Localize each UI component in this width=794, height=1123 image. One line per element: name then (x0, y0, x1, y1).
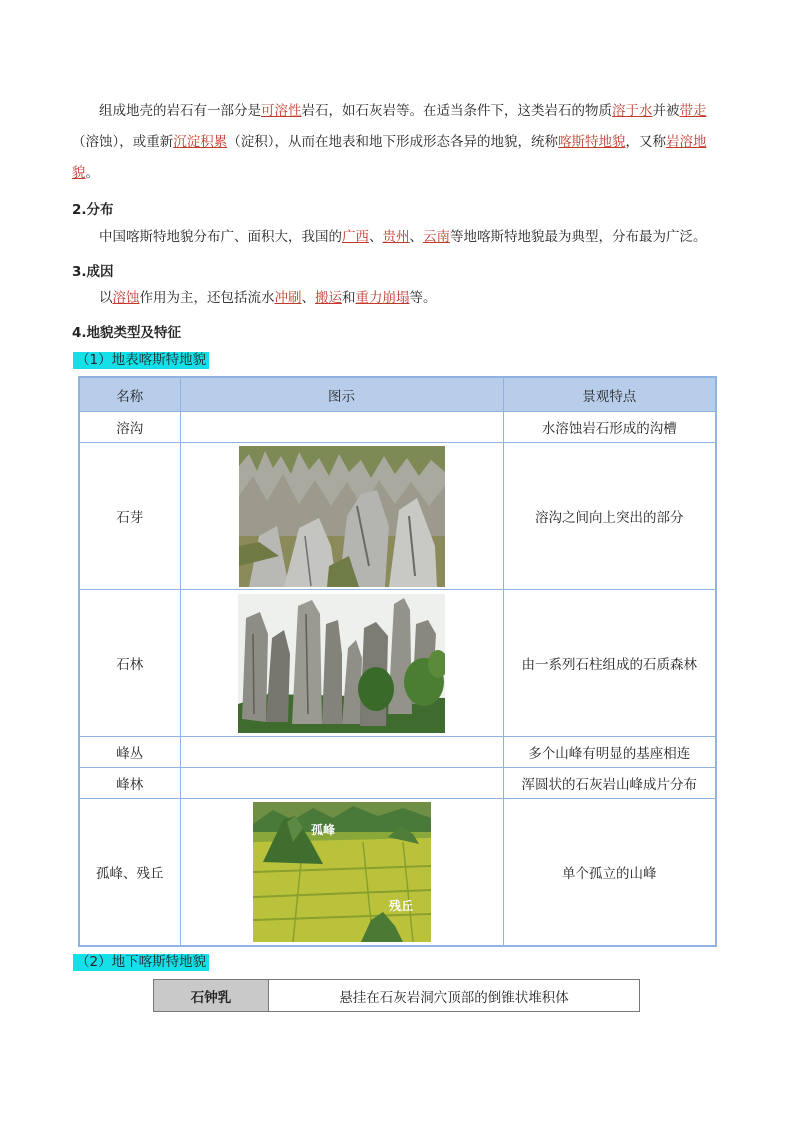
row-name: 峰丛 (79, 737, 180, 768)
text-segment: 、 (409, 229, 423, 245)
row-feature: 多个山峰有明显的基座相连 (503, 737, 716, 768)
row-illustration (180, 590, 503, 737)
row-illustration (180, 799, 503, 946)
row-name: 峰林 (79, 768, 180, 799)
row-name: 石芽 (79, 443, 180, 590)
highlighted-term: 冲刷 (274, 290, 302, 306)
highlighted-term: 搬运 (315, 290, 342, 306)
row-feature: 溶沟之间向上突出的部分 (503, 443, 716, 590)
row-feature: 水溶蚀岩石形成的沟槽 (503, 412, 716, 443)
surface-karst-table (78, 376, 717, 947)
highlighted-term: 沉淀积累 (173, 134, 228, 150)
row-name: 石钟乳 (154, 980, 269, 1012)
text-segment: 作用为主，还包括流水 (139, 290, 275, 306)
surface-karst-tag: （1）地表喀斯特地貌 (73, 352, 209, 369)
intro-paragraph (72, 96, 722, 189)
row-name: 孤峰、残丘 (79, 799, 180, 946)
highlighted-term: 喀斯特地貌 (558, 134, 626, 150)
table-row (79, 443, 716, 590)
table-header-row (79, 377, 716, 412)
section-heading-cause: 3.成因 (72, 264, 114, 280)
underground-karst-tag: （2）地下喀斯特地貌 (73, 954, 209, 971)
row-illustration (180, 737, 503, 768)
header-illustration: 图示 (180, 377, 503, 412)
text-segment: 并被 (652, 103, 680, 119)
section-heading-landforms: 4.地貌类型及特征 (72, 325, 182, 341)
text-segment: ，又称 (625, 134, 666, 150)
stone-teeth-photo (239, 446, 445, 587)
table-row (79, 768, 716, 799)
highlighted-term: 溶蚀 (112, 290, 140, 306)
table-row (79, 737, 716, 768)
highlighted-term: 云南 (423, 229, 450, 245)
text-segment: 组成地壳的岩石有一部分是 (99, 103, 261, 119)
highlighted-term: 重力崩塌 (355, 290, 410, 306)
highlighted-term: 贵州 (382, 229, 410, 245)
highlighted-term: 带走 (679, 103, 707, 119)
text-segment: （溶蚀），或重新 (72, 134, 174, 150)
row-illustration (180, 443, 503, 590)
row-name: 石林 (79, 590, 180, 737)
hill-label: 残丘 (388, 898, 413, 913)
stone-forest-photo (238, 594, 445, 733)
row-name: 溶沟 (79, 412, 180, 443)
cause-paragraph (72, 283, 722, 314)
text-segment: 等。 (409, 290, 437, 306)
row-feature: 浑圆状的石灰岩山峰成片分布 (503, 768, 716, 799)
text-segment: 。 (85, 165, 99, 181)
row-feature: 由一系列石柱组成的石质森林 (503, 590, 716, 737)
peak-label: 孤峰 (310, 822, 335, 837)
header-feature: 景观特点 (503, 377, 716, 412)
table-row (79, 412, 716, 443)
table-row (79, 590, 716, 737)
header-name: 名称 (79, 377, 180, 412)
row-illustration (180, 412, 503, 443)
distribution-paragraph (72, 222, 722, 253)
text-segment: 和 (342, 290, 356, 306)
row-feature: 单个孤立的山峰 (503, 799, 716, 946)
highlighted-term: 可溶性 (261, 103, 302, 119)
text-segment: 、 (369, 229, 383, 245)
isolated-peak-photo (253, 802, 431, 942)
row-illustration (180, 768, 503, 799)
text-segment: 、 (301, 290, 315, 306)
underground-karst-table (153, 979, 640, 1012)
text-segment: 以 (99, 290, 113, 306)
highlighted-term: 溶于水 (612, 103, 653, 119)
row-feature: 悬挂在石灰岩洞穴顶部的倒锥状堆积体 (269, 980, 640, 1012)
table-row (79, 799, 716, 946)
table-row (154, 980, 640, 1012)
highlighted-term: 岩溶地貌 (72, 134, 707, 181)
text-segment: 岩石，如石灰岩等。在适当条件下，这类岩石的物质 (301, 103, 612, 119)
text-segment: （淀积），从而在地表和地下形成形态各异的地貌，统称 (227, 134, 558, 150)
section-heading-distribution: 2.分布 (72, 202, 114, 218)
text-segment: 等地喀斯特地貌最为典型，分布最为广泛。 (450, 229, 707, 245)
text-segment: 中国喀斯特地貌分布广、面积大，我国的 (99, 229, 342, 245)
highlighted-term: 广西 (342, 229, 369, 245)
